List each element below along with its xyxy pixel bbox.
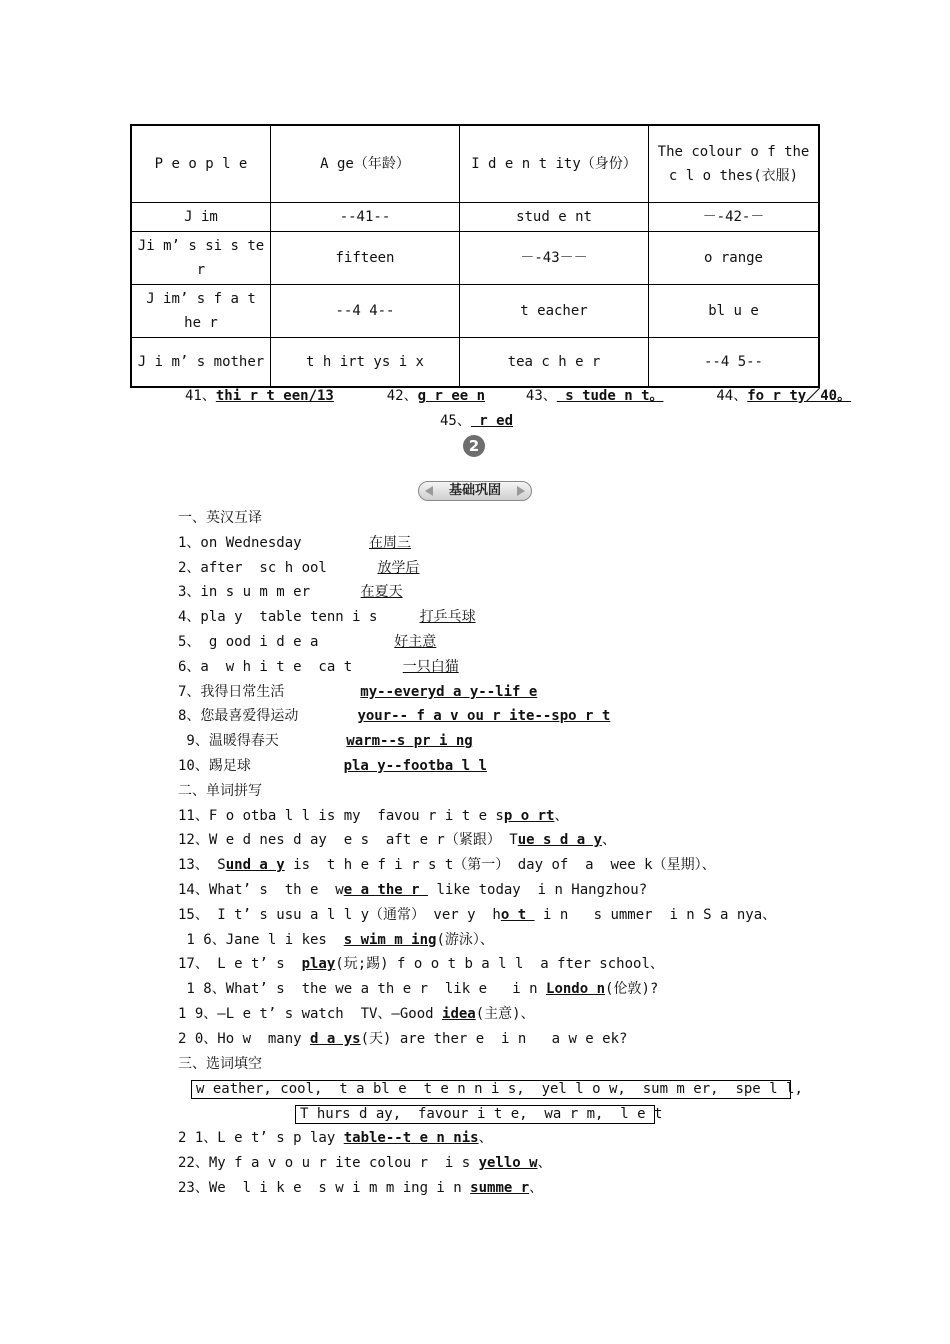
table-header-row <box>131 125 819 203</box>
answer-key-line-1 <box>185 385 851 405</box>
exercise-item <box>178 731 473 751</box>
exercise-prompt: 5、 g ood i d e a <box>178 634 395 650</box>
exercise-item <box>178 607 476 627</box>
cell-colour: －-42-－ <box>649 203 820 232</box>
answer-number: 41、 <box>185 388 216 404</box>
exercise-prompt: 15、 I t’ s usu a l l y（通常） ver y h <box>178 906 501 923</box>
cell-identity: tea c h e r <box>460 338 649 388</box>
exercise-item <box>178 533 411 553</box>
exercise-answer: 在周三 <box>369 534 412 551</box>
exercise-item <box>178 979 658 999</box>
exercise-prompt: 2 1、L e t’ s p lay <box>178 1130 344 1147</box>
cell-colour: o range <box>649 232 820 285</box>
exercise-answer: 放学后 <box>377 559 420 576</box>
header-people: P e o p l e <box>131 125 271 203</box>
cell-age: fifteen <box>271 232 460 285</box>
exercise-item <box>178 954 664 974</box>
cell-person: J i m’ s mother <box>131 338 271 388</box>
exercise-answer: summe r <box>470 1180 530 1196</box>
exercise-prompt: 一、英汉互译 <box>178 510 262 526</box>
exercise-item <box>178 682 537 702</box>
answer-number: 44、 <box>716 388 748 404</box>
exercise-item <box>178 855 716 875</box>
exercise-answer: d a ys <box>310 1030 361 1047</box>
exercise-item <box>178 657 459 677</box>
exercise-item <box>178 880 647 900</box>
exercise-item <box>178 1029 627 1049</box>
cell-identity: stud e nt <box>460 203 649 232</box>
exercise-item <box>178 632 436 652</box>
exercise-answer: table--t e n nis <box>343 1130 479 1147</box>
people-info-table <box>130 124 820 388</box>
exercise-suffix: (天) are ther e i n a w e ek? <box>360 1030 628 1047</box>
exercise-item <box>178 905 776 925</box>
exercise-item <box>178 830 616 850</box>
cell-colour: bl u e <box>649 285 820 338</box>
exercise-suffix: like today i n Hangzhou? <box>428 882 648 898</box>
exercise-item <box>178 582 403 602</box>
table-row <box>131 203 819 232</box>
exercise-suffix: 、 <box>554 807 569 824</box>
exercise-item <box>178 1128 493 1148</box>
exercise-prompt: 10、踢足球 <box>178 758 344 774</box>
exercise-item <box>178 1153 552 1173</box>
answer-number: 45、 <box>440 413 471 429</box>
cell-person: J im <box>131 203 271 232</box>
cell-identity: t eacher <box>460 285 649 338</box>
exercise-item <box>178 558 419 578</box>
exercise-prompt: 1 6、Jane l i kes <box>178 931 344 948</box>
exercise-answer: p o rt <box>503 807 555 824</box>
exercise-prompt: 1 9、—L e t’ s watch TV、—Good <box>178 1006 443 1022</box>
exercise-prompt: 12、W e d nes d ay e s aft e r（紧跟） T <box>178 832 518 849</box>
exercise-suffix: (游泳）、 <box>436 931 494 948</box>
cell-person: Ji m’ s si s te r <box>131 232 271 285</box>
answer-text: r ed <box>470 413 514 429</box>
exercise-answer: 打乒乓球 <box>419 609 476 626</box>
cell-identity: －-43－－ <box>460 232 649 285</box>
exercise-prompt: 13、 S <box>178 857 226 874</box>
exercise-prompt: 4、pla y table tenn i s <box>178 609 420 626</box>
exercise-prompt: 1、on Wednesday <box>178 534 370 551</box>
section-number-badge: 2 <box>463 435 485 457</box>
cell-person: J im’ s f a t he r <box>131 285 271 338</box>
exercise-prompt: 3、in s u m m er <box>178 584 361 601</box>
exercise-suffix: 、 <box>537 1155 552 1172</box>
exercise-prompt: 8、您最喜爱得运动 <box>178 708 358 725</box>
exercise-answer: 一只白猫 <box>402 658 459 675</box>
table-row <box>131 232 819 285</box>
exercise-suffix: 、 <box>478 1130 493 1147</box>
header-identity: I d e n t ity（身份） <box>460 125 649 203</box>
answer-text: thi r t een/13 <box>215 388 334 404</box>
word-bank-box-line-2: T hurs d ay, favour i t e, wa r m, l e t <box>295 1105 655 1124</box>
exercise-answer: pla y--footba l l <box>343 758 487 774</box>
exercise-answer: Londo n <box>546 981 606 998</box>
exercise-prompt: 三、选词填空 <box>178 1055 262 1072</box>
header-clothes-colour: The colour o f the c l o thes(衣服) <box>649 125 820 203</box>
table-row <box>131 338 819 388</box>
exercise-answer: yello w <box>478 1155 538 1172</box>
exercise-prompt: 17、 L e t’ s <box>178 956 302 973</box>
exercise-suffix: (伦敦)? <box>605 981 659 998</box>
exercise-prompt: 9、温暖得春天 <box>178 733 347 750</box>
exercise-answer: warm--s pr i ng <box>346 733 473 750</box>
cell-age: --4 4-- <box>271 285 460 338</box>
exercise-suffix: is t h e f i r s t（第一） day of a wee k（星期）、 <box>284 857 716 874</box>
exercise-item <box>178 930 494 950</box>
cell-age: --41-- <box>271 203 460 232</box>
exercise-suffix: i n s ummer i n S a nya、 <box>534 906 777 923</box>
answer-text: g r ee n <box>417 388 486 404</box>
exercise-item <box>178 706 610 726</box>
word-bank-box-line-1: w eather, cool, t a bl e t e n n i s, yel l o w, sum m er, spe l l, <box>191 1080 791 1099</box>
section-banner: 基础巩固 <box>418 481 532 501</box>
exercise-prompt: 23、We l i k e s w i m m ing i n <box>178 1180 471 1196</box>
exercise-prompt: 7、我得日常生活 <box>178 683 361 700</box>
exercise-prompt: 14、What’ s th e w <box>178 882 344 898</box>
answer-text: fo r ty／40。 <box>747 388 852 404</box>
exercise-prompt: 11、F o otba l l is my favou r i t e s <box>178 807 504 824</box>
exercise-answer: o t <box>500 906 535 923</box>
cell-colour: --4 5-- <box>649 338 820 388</box>
exercise-answer: 在夏天 <box>360 584 403 601</box>
exercise-suffix: 、 <box>529 1180 544 1196</box>
exercise-answer: 好主意 <box>394 634 437 650</box>
exercise-suffix: 、 <box>602 832 617 849</box>
answer-text: s tude n t。 <box>556 388 664 404</box>
cell-age: t h irt ys i x <box>271 338 460 388</box>
section-heading <box>178 781 262 801</box>
answer-key-line-2 <box>440 410 513 430</box>
exercise-answer: my--everyd a y--lif e <box>360 683 538 700</box>
section-heading <box>178 1054 262 1074</box>
exercise-answer: und a y <box>225 857 285 874</box>
exercise-item <box>178 756 487 776</box>
exercise-prompt: 6、a w h i t e ca t <box>178 658 403 675</box>
exercise-answer: e a the r <box>343 882 429 898</box>
exercise-prompt: 二、单词拼写 <box>178 782 262 799</box>
exercise-item <box>178 1178 543 1198</box>
exercise-prompt: 1 8、What’ s the we a th e r lik e i n <box>178 981 547 998</box>
exercise-answer: play <box>301 956 336 973</box>
exercise-suffix: (主意)、 <box>475 1006 535 1022</box>
exercise-answer: s wim m ing <box>343 931 437 948</box>
exercise-answer: ue s d a y <box>517 832 603 849</box>
exercise-answer: your-- f a v ou r ite--spo r t <box>357 708 611 725</box>
exercise-answer: idea <box>442 1006 476 1022</box>
answer-number: 42、 <box>386 388 418 404</box>
exercise-suffix: (玩;踢) f o o t b a l l a fter school、 <box>335 956 664 973</box>
exercise-prompt: 22、My f a v o u r ite colou r i s <box>178 1155 479 1172</box>
exercise-item <box>178 806 568 826</box>
exercise-item <box>178 1004 535 1024</box>
section-heading <box>178 508 262 528</box>
answer-number: 43、 <box>525 388 557 404</box>
table-row <box>131 285 819 338</box>
exercise-prompt: 2 0、Ho w many <box>178 1030 311 1047</box>
exercise-prompt: 2、after sc h ool <box>178 559 378 576</box>
header-age: A ge（年龄） <box>271 125 460 203</box>
